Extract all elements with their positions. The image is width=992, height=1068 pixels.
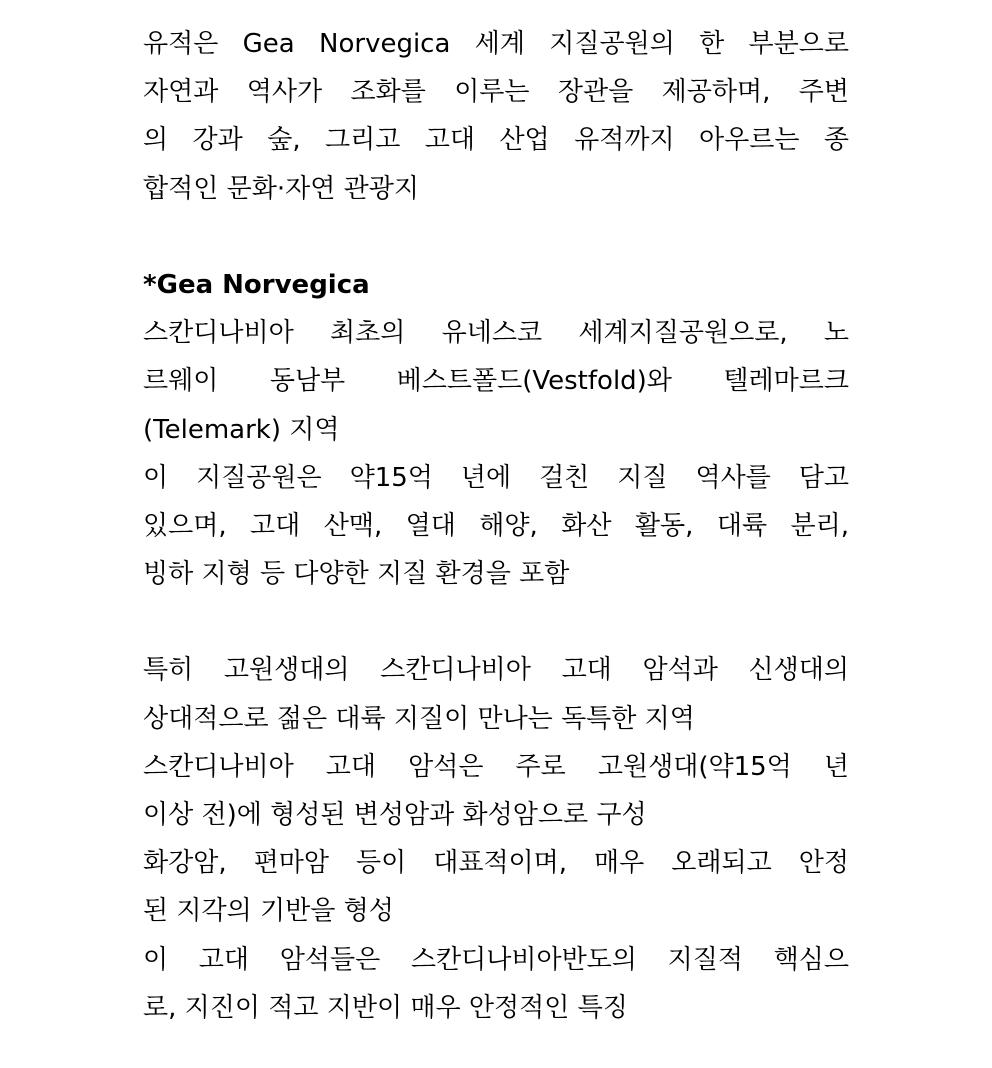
text-line: 특히 고원생대의 스칸디나비아 고대 암석과 신생대의 xyxy=(143,655,849,686)
text-line: 이상 전)에 형성된 변성암과 화성암으로 구성 xyxy=(143,800,647,830)
text-line: 된 지각의 기반을 형성 xyxy=(143,896,394,927)
text-line: 빙하 지형 등 다양한 지질 환경을 포함 xyxy=(143,559,570,590)
paragraph-intro xyxy=(143,20,849,213)
text-line: 의 강과 숲, 그리고 고대 산업 유적까지 아우르는 종 xyxy=(143,125,849,156)
text-line: 유적은 Gea Norvegica 세계 지질공원의 한 부분으로 xyxy=(143,29,849,59)
paragraph-gap xyxy=(143,598,849,646)
text-line: 이 고대 암석들은 스칸디나비아반도의 지질적 핵심으 xyxy=(143,944,849,975)
paragraph-geology xyxy=(143,646,849,1032)
document-body xyxy=(143,20,849,1032)
text-line: 로, 지진이 적고 지반이 매우 안정적인 특징 xyxy=(143,992,628,1023)
text-line: 스칸디나비아 고대 암석은 주로 고원생대(약15억 년 xyxy=(143,751,849,782)
text-line: 화강암, 편마암 등이 대표적이며, 매우 오래되고 안정 xyxy=(143,848,849,879)
text-line: 스칸디나비아 최초의 유네스코 세계지질공원으로, 노 xyxy=(143,318,849,349)
text-line: 자연과 역사가 조화를 이루는 장관을 제공하며, 주변 xyxy=(143,77,849,108)
text-line: 이 지질공원은 약15억 년에 걸친 지질 역사를 담고 xyxy=(143,462,849,493)
section-heading: *Gea Norvegica xyxy=(143,269,370,300)
text-line: 르웨이 동남부 베스트폴드(Vestfold)와 텔레마르크 xyxy=(143,366,849,397)
paragraph-gea-norvegica xyxy=(143,261,849,598)
text-line: 합적인 문화·자연 관광지 xyxy=(143,173,419,204)
text-line: 있으며, 고대 산맥, 열대 해양, 화산 활동, 대륙 분리, xyxy=(143,510,849,541)
text-line: (Telemark) 지역 xyxy=(143,414,340,445)
paragraph-gap xyxy=(143,213,849,261)
text-line: 상대적으로 젊은 대륙 지질이 만나는 독특한 지역 xyxy=(143,703,695,734)
